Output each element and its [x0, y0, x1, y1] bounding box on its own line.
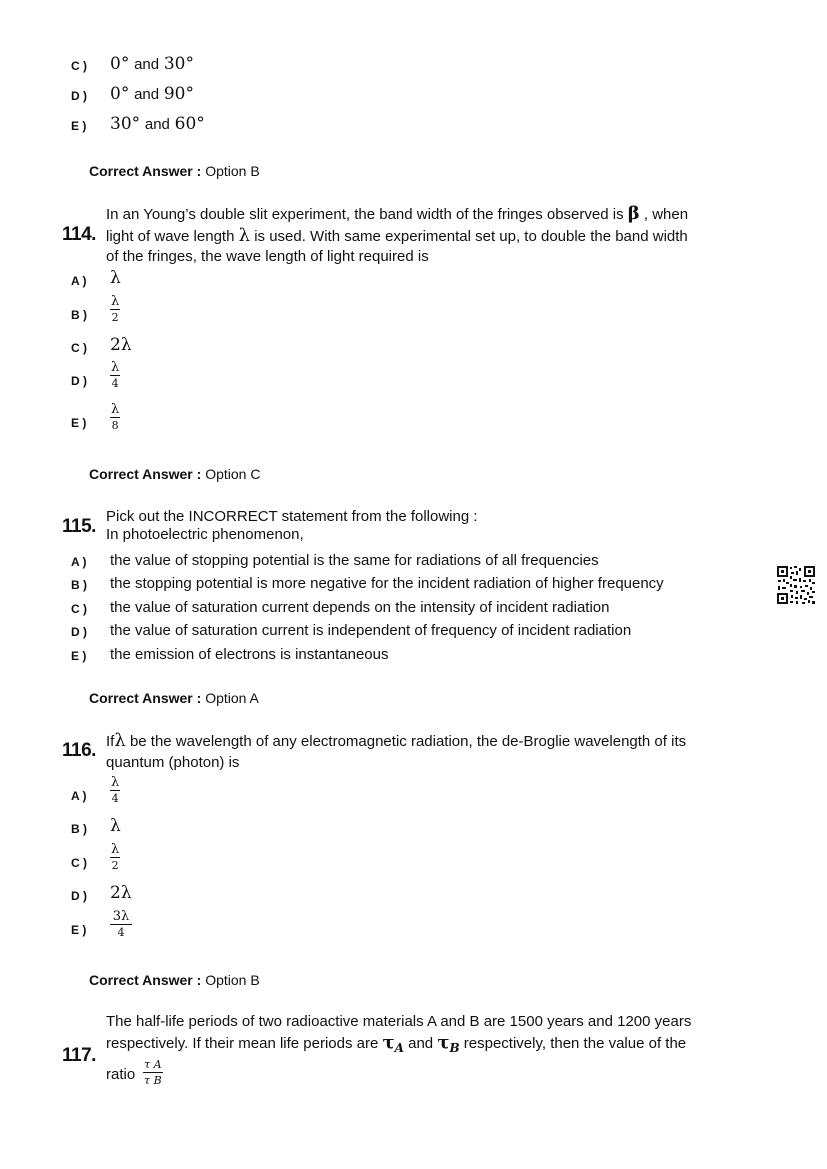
option-label: A ): [71, 555, 87, 569]
question-stem: Pick out the INCORRECT statement from the following : In photoelectric phenomenon,: [106, 508, 478, 543]
question-number: 115.: [62, 516, 96, 537]
option-c-text: the value of saturation current depends on the intensity of incident radiation: [110, 599, 610, 616]
question-number: 114.: [62, 224, 96, 245]
option-b-text: the stopping potential is more negative for the incident radiation of higher frequency: [110, 575, 664, 592]
option-label: E ): [71, 416, 87, 430]
option-label: C ): [71, 59, 87, 73]
ratio-label: ratio: [106, 1066, 136, 1083]
option-label: B ): [71, 308, 87, 322]
option-label: D ): [71, 889, 87, 903]
option-label: D ): [71, 625, 87, 639]
correct-answer: Correct Answer : Option C: [89, 466, 261, 482]
question-number: 117.: [62, 1045, 96, 1066]
option-label: E ): [71, 649, 87, 663]
option-c-value: 0° and 30°: [110, 54, 194, 74]
qr-code-icon: [776, 565, 816, 605]
option-label: B ): [71, 578, 87, 592]
correct-answer: Correct Answer : Option B: [89, 163, 260, 179]
option-b-fraction: λ 2: [111, 294, 120, 324]
option-e-fraction: 3λ 4: [110, 909, 132, 940]
option-c-value: 2λ: [110, 335, 132, 355]
option-b-value: λ: [110, 816, 121, 836]
option-e-text: the emission of electrons is instantaneous: [110, 646, 389, 663]
option-label: D ): [71, 89, 87, 103]
option-c-fraction: λ 2: [111, 842, 120, 872]
option-label: D ): [71, 374, 87, 388]
correct-answer: Correct Answer : Option A: [89, 690, 259, 706]
ratio-fraction: τ A τ B: [144, 1058, 162, 1087]
option-d-text: the value of saturation current is independent of frequency of incident radiation: [110, 622, 632, 639]
question-stem: Ifλ be the wavelength of any electromagnetic radiation, the de-Broglie wavelength of its quantum (photon) is: [106, 730, 687, 771]
option-a-value: λ: [110, 268, 121, 288]
option-d-fraction: λ 4: [111, 360, 120, 390]
option-d-value: 0° and 90°: [110, 84, 194, 104]
option-d-value: 2λ: [110, 883, 132, 903]
option-e-value: 30° and 60°: [110, 114, 205, 134]
question-stem: In an Young’s double slit experiment, the band width of the fringes observed is β , when light of wave length λ is used. With same experimental set up, to double the band width of the fringes, the wave length of light required is: [106, 203, 689, 265]
option-label: A ): [71, 789, 87, 803]
option-label: C ): [71, 856, 87, 870]
option-label: B ): [71, 822, 87, 836]
option-label: A ): [71, 274, 87, 288]
option-label: C ): [71, 602, 87, 616]
option-label: E ): [71, 923, 87, 937]
option-label: C ): [71, 341, 87, 355]
option-e-fraction: λ 8: [111, 402, 120, 432]
option-a-text: the value of stopping potential is the same for radiations of all frequencies: [110, 552, 599, 569]
option-a-fraction: λ 4: [111, 775, 120, 805]
option-label: E ): [71, 119, 87, 133]
question-stem: The half-life periods of two radioactive materials A and B are 1500 years and 1200 years respectively. If their mean life periods are $\tau_A$ and $\tau_B$ respectively, then the value of the: [106, 1013, 692, 1055]
question-number: 116.: [62, 740, 96, 761]
correct-answer: Correct Answer : Option B: [89, 972, 260, 988]
